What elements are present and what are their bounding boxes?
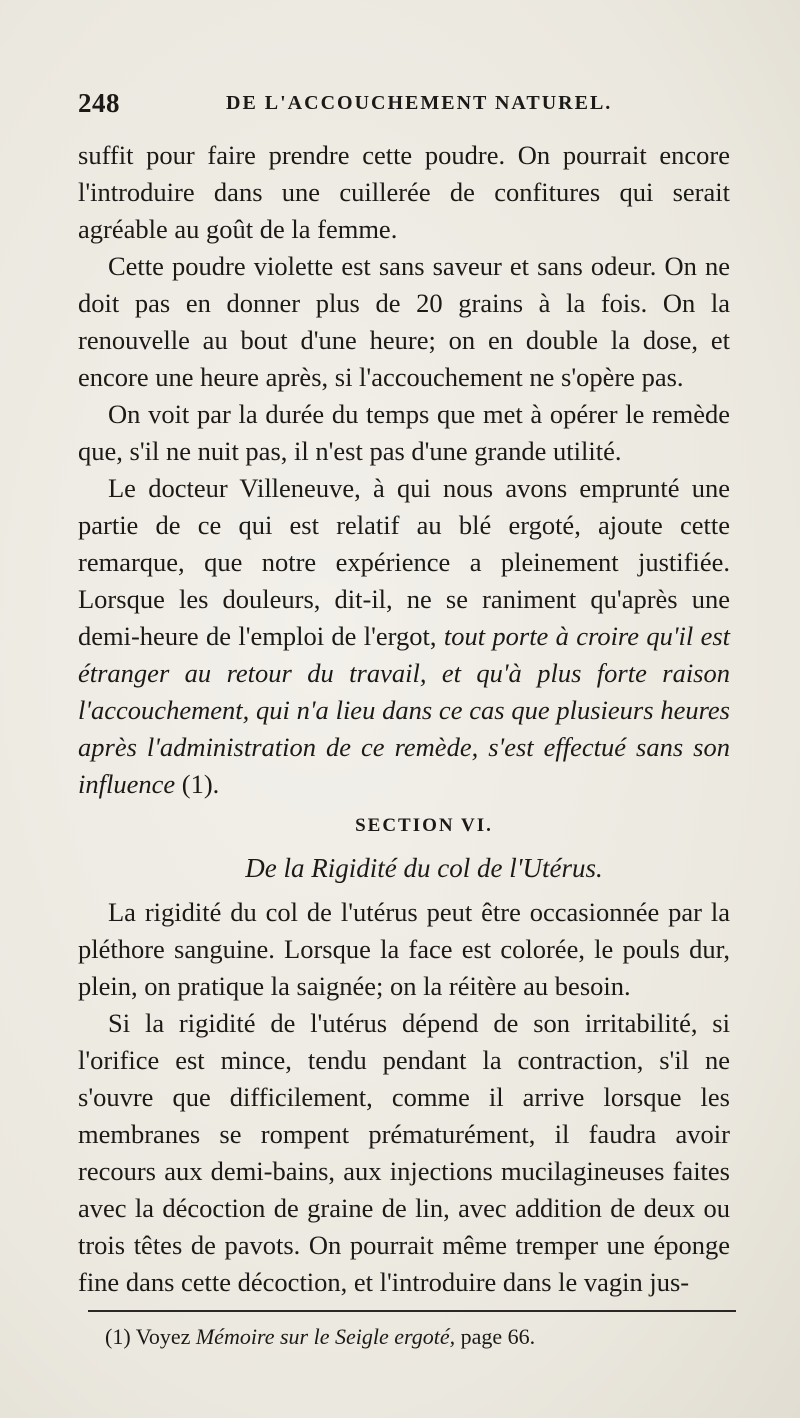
footnote-text-italic: Mémoire sur le Seigle ergoté, xyxy=(195,1324,456,1349)
footnote xyxy=(105,1322,725,1352)
paragraph-2: Cette poudre violette est sans saveur et sans odeur. On ne doit pas en donner plus de 20 grains à la fois. On la renouvelle au bout d'une heure; on en double la dose, et encore une heure après, si l'accouchement ne s'opère pas. xyxy=(78,251,730,392)
paragraph-3: On voit par la durée du temps que met à opérer le remède que, s'il ne nuit pas, il n'est pas d'une grande utilité. xyxy=(78,399,730,466)
footnote-reference: (1). xyxy=(181,769,220,799)
paragraph-4-roman: Le docteur Villeneuve, à qui nous avons emprunté une partie de ce qui est relatif au blé ergoté, ajoute cette remarque, que notre expérience a pleinement justifiée. Lorsque les douleurs, dit-il, ne se raniment qu'après une demi-heure de l'emploi de l'ergot, xyxy=(78,473,730,651)
paragraph-5: La rigidité du col de l'utérus peut être occasionnée par la pléthore sanguine. Lorsque la face est colorée, le pouls dur, plein, on pratique la saignée; on la réitère au besoin. xyxy=(78,897,730,1001)
paragraph-1: suffit pour faire prendre cette poudre. On pourrait encore l'introduire dans une cuillerée de confitures qui serait agréable au goût de la femme. xyxy=(78,140,730,244)
body-text xyxy=(78,137,730,1301)
footnote-marker: (1) xyxy=(105,1324,131,1349)
footnote-text-roman: Voyez xyxy=(135,1324,191,1349)
page-number: 248 xyxy=(78,88,120,118)
paragraph-4-italic: tout porte à croire qu'il est étranger au retour du travail, et qu'à plus forte raison l'accouchement, qui n'a lieu dans ce cas que plusieurs heures après l'administration de ce remède, s'est effectué sans son influence xyxy=(78,621,731,799)
footnote-divider xyxy=(88,1310,736,1312)
running-title: DE L'ACCOUCHEMENT NATUREL. xyxy=(226,92,613,114)
paragraph-6: Si la rigidité de l'utérus dépend de son irritabilité, si l'orifice est mince, tendu pendant la contraction, s'il ne s'ouvre que difficilement, comme il arrive lorsque les membranes se rompent prématurément, il faudra avoir recours aux demi-bains, aux injections mucilagineuses faites avec la décoction de graine de lin, avec addition de deux ou trois têtes de pavots. On pourrait même tremper une éponge fine dans cette décoction, et l'introduire dans le vagin jus- xyxy=(78,1008,730,1297)
section-heading: SECTION VI. xyxy=(355,815,493,836)
section-subtitle: De la Rigidité du col de l'Utérus. xyxy=(245,853,603,883)
paragraph-4 xyxy=(78,470,730,803)
footnote-text-end: page 66. xyxy=(460,1324,536,1349)
page-header xyxy=(78,88,730,128)
